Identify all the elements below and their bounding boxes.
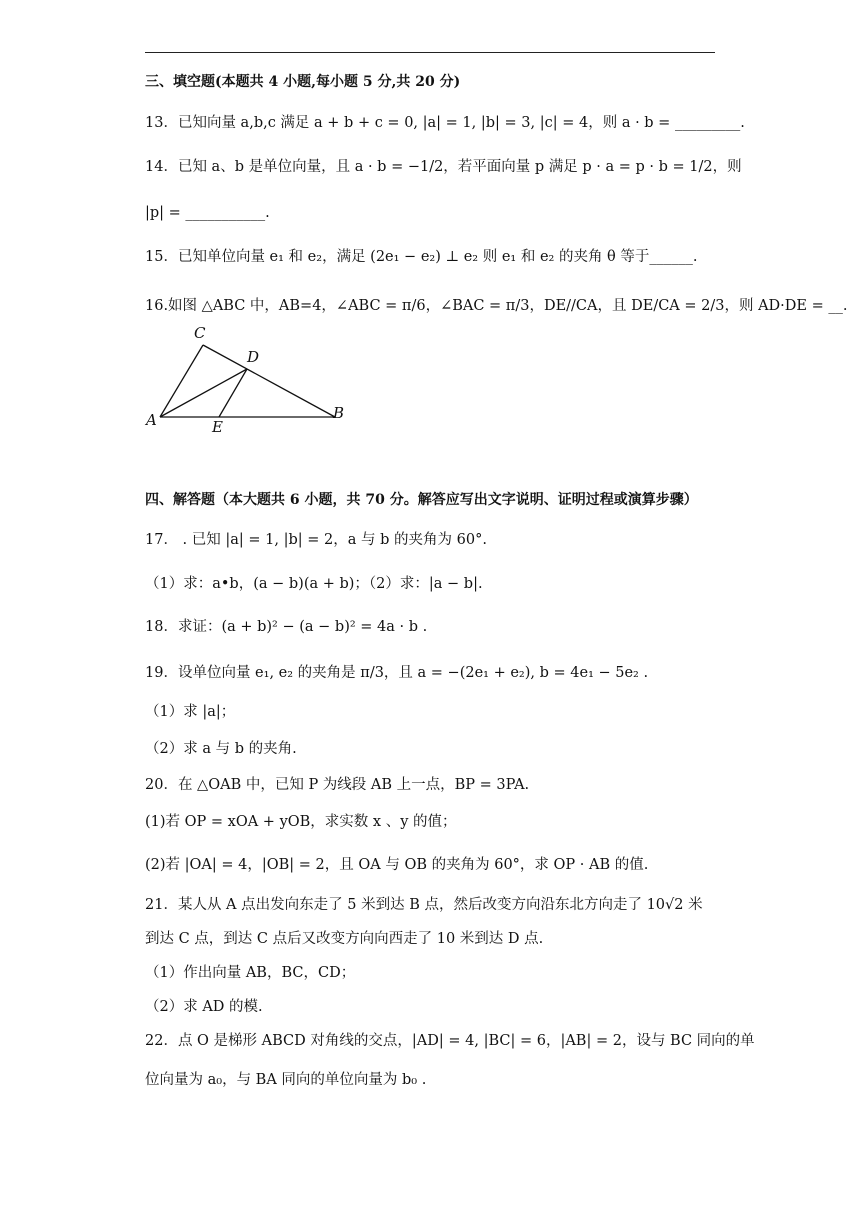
question-22-line-1: 22．点 O 是梯形 ABCD 对角线的交点，|AD| = 4, |BC| = 6，|AB| = 2，设与 BC 同向的单 [145, 1033, 755, 1049]
question-19-line-2: （1）求 |a|； [145, 704, 236, 720]
question-17-line-2: （1）求：a•b，(a − b)(a + b)；（2）求：|a − b|. [145, 576, 483, 592]
label-c: C [194, 324, 206, 342]
header-rule [145, 52, 715, 53]
triangle-figure [140, 322, 360, 441]
question-20-line-2: (1)若 OP = xOA + yOB，求实数 x 、y 的值； [145, 814, 457, 830]
question-21-line-1: 21．某人从 A 点出发向东走了 5 米到达 B 点，然后改变方向沿东北方向走了 10√2 米 [145, 897, 703, 913]
label-b: B [333, 404, 345, 422]
question-14-line-1: 14．已知 a、b 是单位向量，且 a · b = −1/2，若平面向量 p 满足 p · a = p · b = 1/2，则 [145, 159, 742, 175]
section-3-title: 三、填空题(本题共 4 小题,每小题 5 分,共 20 分) [145, 74, 461, 90]
question-17-line-1: 17． . 已知 |a| = 1, |b| = 2，a 与 b 的夹角为 60°. [145, 532, 487, 548]
question-21-line-2: 到达 C 点，到达 C 点后又改变方向向西走了 10 米到达 D 点. [145, 931, 544, 947]
question-14-line-2: |p| = ___________. [145, 205, 270, 221]
question-13: 13．已知向量 a,b,c 满足 a + b + c = 0, |a| = 1, |b| = 3, |c| = 4，则 a · b = _________. [145, 115, 745, 131]
question-18: 18．求证：(a + b)² − (a − b)² = 4a · b . [145, 619, 428, 635]
label-e: E [212, 418, 223, 436]
label-d: D [247, 348, 260, 366]
segment-cb [203, 345, 335, 417]
question-15: 15．已知单位向量 e₁ 和 e₂，满足 (2e₁ − e₂) ⊥ e₂ 则 e₁ 和 e₂ 的夹角 θ 等于______. [145, 249, 698, 265]
label-a: A [146, 411, 157, 429]
question-21-line-3: （1）作出向量 AB，BC，CD； [145, 965, 356, 981]
question-19-line-1: 19．设单位向量 e₁, e₂ 的夹角是 π/3，且 a = −(2e₁ + e₂), b = 4e₁ − 5e₂ . [145, 665, 649, 681]
question-20-line-1: 20．在 △OAB 中，已知 P 为线段 AB 上一点，BP = 3PA. [145, 777, 530, 793]
question-22-line-2: 位向量为 a₀，与 BA 同向的单位向量为 b₀ . [145, 1072, 427, 1088]
segment-ad [160, 369, 247, 417]
question-20-line-3: (2)若 |OA| = 4，|OB| = 2，且 OA 与 OB 的夹角为 60°，求 OP · AB 的值. [145, 857, 649, 873]
question-19-line-3: （2）求 a 与 b 的夹角. [145, 741, 297, 757]
section-4-title: 四、解答题（本大题共 6 小题，共 70 分。解答应写出文字说明、证明过程或演算步骤） [145, 492, 698, 508]
question-21-line-4: （2）求 AD 的模. [145, 999, 263, 1015]
question-16: 16.如图 △ABC 中，AB=4，∠ABC = π/6，∠BAC = π/3，DE//CA，且 DE/CA = 2/3，则 AD·DE = __. [145, 298, 848, 314]
segment-ac [160, 345, 203, 417]
triangle-diagram [140, 322, 360, 437]
